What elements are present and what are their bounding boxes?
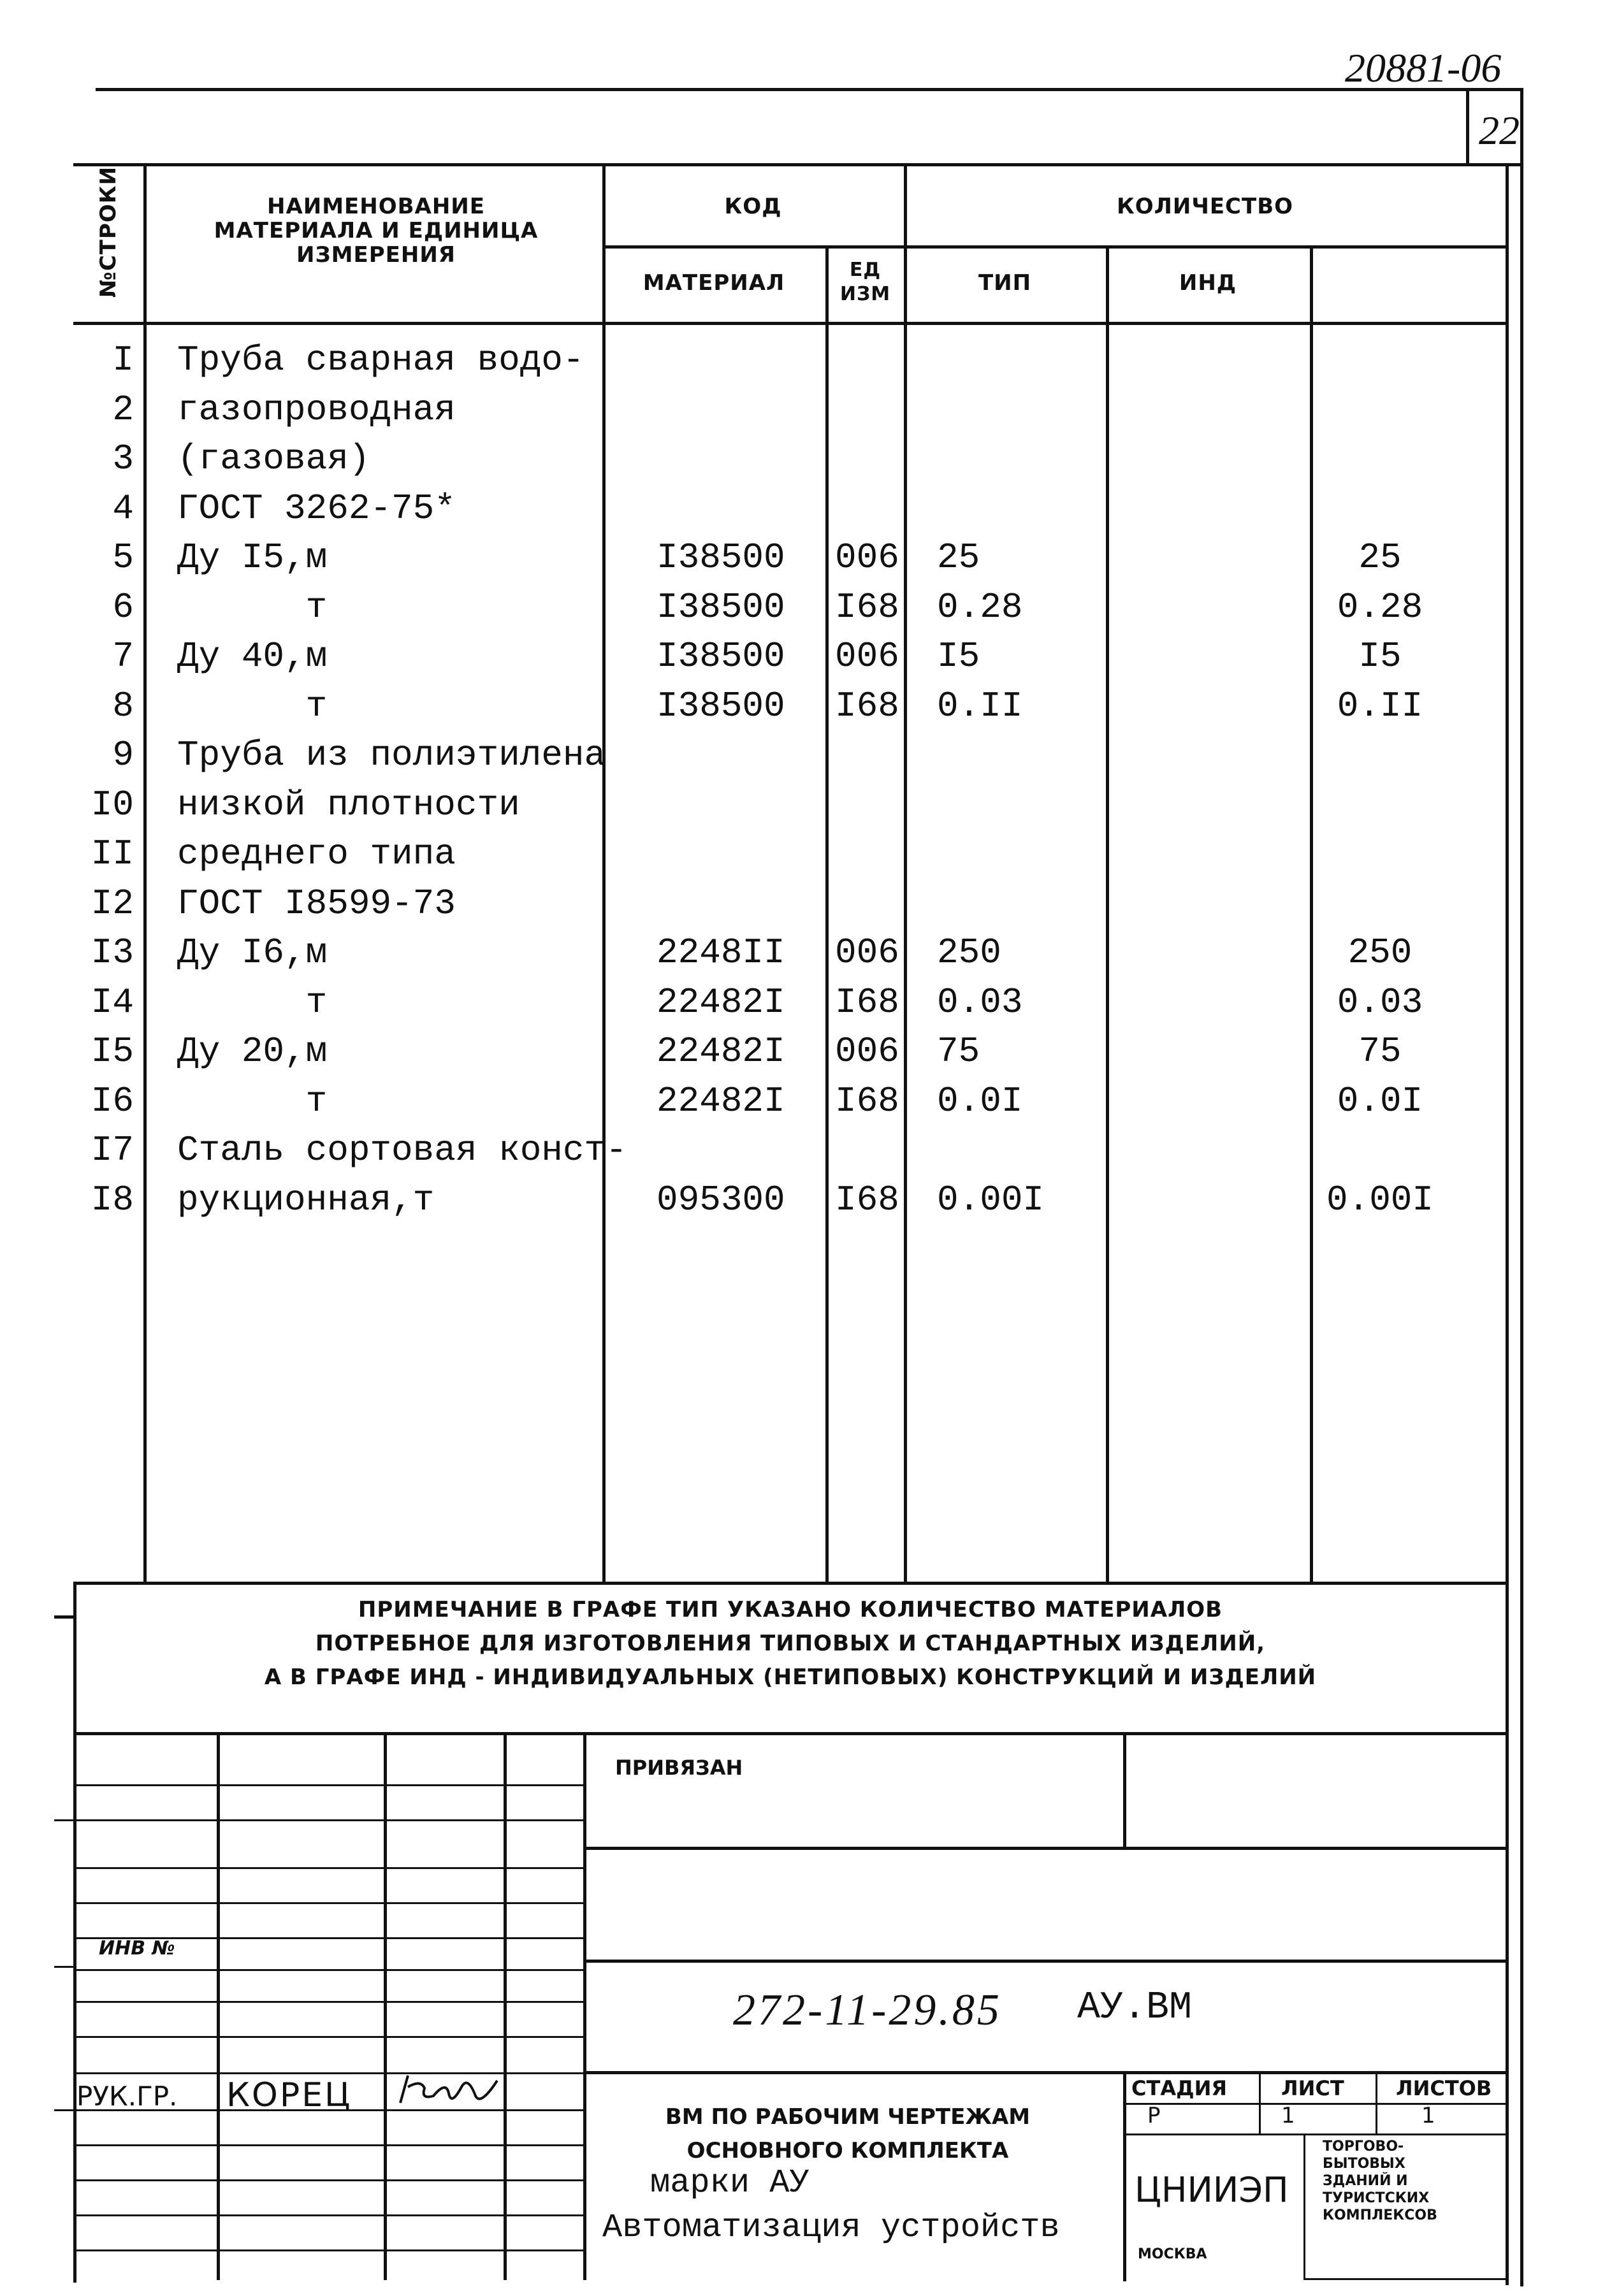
note-left-tick xyxy=(54,1615,73,1619)
row-qty-tip: 0.28 xyxy=(937,586,1023,628)
row-unit-code: 006 xyxy=(835,1031,899,1072)
table-row xyxy=(0,387,1619,435)
row-name: ГОСТ I8599-73 xyxy=(177,883,456,924)
row-qty-total: 0.II xyxy=(1337,685,1423,726)
stage-value: Р xyxy=(1147,2103,1161,2128)
row-number: 3 xyxy=(112,438,134,479)
table-row xyxy=(0,337,1619,386)
stamp-row-14 xyxy=(73,2249,583,2251)
row-qty-total: 0.0I xyxy=(1337,1080,1423,1122)
note-line-3: А В ГРАФЕ ИНД - ИНДИВИДУАЛЬНЫХ (НЕТИПОВЫХ) КОНСТРУКЦИЙ И ИЗДЕЛИЙ xyxy=(264,1664,1317,1690)
row-number: 8 xyxy=(112,685,134,726)
stamp-col-1 xyxy=(217,1732,220,2280)
row-qty-tip: 75 xyxy=(937,1031,980,1072)
row-qty-tip: I5 xyxy=(937,636,980,677)
row-name: Ду I6,м xyxy=(177,932,328,973)
row-material-code: 22482I xyxy=(657,1031,785,1072)
stamp-row-12 xyxy=(73,2179,583,2181)
row-material-code: 22482I xyxy=(657,981,785,1023)
row-unit-code: I68 xyxy=(835,1179,899,1220)
stamp-row-6 xyxy=(73,1969,583,1971)
row-number: 7 xyxy=(112,636,134,677)
org-city: МОСКВА xyxy=(1138,2246,1207,2262)
org-description: ТОРГОВО-БЫТОВЫХ ЗДАНИЙ И ТУРИСТСКИХ КОМПЛЕКСОВ xyxy=(1323,2139,1437,2223)
header-unit: ЕД ИЗМ xyxy=(839,259,891,305)
row-number: I5 xyxy=(91,1031,134,1072)
row-qty-total: 25 xyxy=(1358,537,1402,578)
org-bottom xyxy=(1303,2278,1507,2280)
row-material-code: I38500 xyxy=(657,636,785,677)
stamp-row-11 xyxy=(73,2144,583,2146)
document-code: 272-11-29.85 xyxy=(733,1986,1002,2035)
table-row xyxy=(0,1177,1619,1225)
stamp-row-1 xyxy=(73,1784,583,1786)
row-name: т xyxy=(177,1080,328,1122)
ruk-name: КОРЕЦ xyxy=(226,2076,352,2114)
row-name: т xyxy=(177,981,328,1023)
title-line-3: марки АУ xyxy=(650,2164,810,2202)
row-number: 9 xyxy=(112,735,134,776)
stamp-row-8 xyxy=(73,2036,583,2038)
row-name: Ду 40,м xyxy=(177,636,328,677)
document-number: 20881-06 xyxy=(1345,45,1502,90)
row-name: Сталь сортовая конст- xyxy=(177,1130,627,1171)
row-number: I3 xyxy=(91,932,134,973)
row-number: II xyxy=(91,834,134,874)
document-mark: АУ.ВМ xyxy=(1077,1986,1193,2030)
table-top xyxy=(73,163,1507,166)
table-row xyxy=(0,1127,1619,1176)
header-bottom xyxy=(73,322,1507,325)
header-ind: ИНД xyxy=(1179,270,1237,296)
row-number: I6 xyxy=(91,1080,134,1122)
row-number: 5 xyxy=(112,537,134,578)
header-tip: ТИП xyxy=(978,270,1032,296)
note-bottom xyxy=(73,1732,1507,1735)
table-row xyxy=(0,732,1619,781)
sheet-label: ЛИСТ xyxy=(1281,2076,1344,2100)
stamp-row-13 xyxy=(73,2214,583,2216)
row-name: среднего типа xyxy=(177,834,456,874)
note-line-1: ПРИМЕЧАНИЕ В ГРАФЕ ТИП УКАЗАНО КОЛИЧЕСТВО МАТЕРИАЛОВ xyxy=(358,1597,1223,1622)
row-qty-total: 75 xyxy=(1358,1031,1402,1072)
stamp-tick-2 xyxy=(54,1966,73,1968)
row-qty-tip: 0.0I xyxy=(937,1080,1023,1122)
privyazan-divider xyxy=(1123,1732,1126,1847)
table-row xyxy=(0,831,1619,879)
inv-no-label: ИНВ № xyxy=(99,1937,175,1960)
stamp-row-4 xyxy=(73,1902,583,1904)
stamp-row-9 xyxy=(73,2072,583,2074)
header-name: НАИМЕНОВАНИЕ МАТЕРИАЛА И ЕДИНИЦА ИЗМЕРЕНИЯ xyxy=(214,194,539,268)
stamp-line-b xyxy=(583,1960,1507,1963)
row-material-code: 2248II xyxy=(657,932,785,973)
stamp-row-3 xyxy=(73,1867,583,1869)
table-row xyxy=(0,584,1619,633)
stamp-col-2 xyxy=(384,1732,387,2280)
row-qty-tip: 0.03 xyxy=(937,981,1023,1023)
row-name: т xyxy=(177,685,328,726)
table-row xyxy=(0,486,1619,534)
row-name: т xyxy=(177,586,328,628)
stamp-row-7 xyxy=(73,2001,583,2003)
row-unit-code: I68 xyxy=(835,981,899,1023)
sheets-value: 1 xyxy=(1421,2103,1435,2128)
sheets-label: ЛИСТОВ xyxy=(1396,2076,1492,2100)
row-unit-code: 006 xyxy=(835,636,899,677)
row-number: I7 xyxy=(91,1130,134,1171)
stage-line-2 xyxy=(1123,2134,1506,2135)
header-row-no: №СТРОКИ xyxy=(96,166,121,298)
row-material-code: I38500 xyxy=(657,586,785,628)
sheet-value: 1 xyxy=(1281,2103,1295,2128)
table-row xyxy=(0,1078,1619,1127)
row-unit-code: 006 xyxy=(835,932,899,973)
row-number: I0 xyxy=(91,784,134,825)
row-number: I xyxy=(112,340,134,380)
row-unit-code: 006 xyxy=(835,537,899,578)
top-rule xyxy=(96,88,1523,91)
row-name: (газовая) xyxy=(177,438,370,479)
row-qty-total: I5 xyxy=(1358,636,1402,677)
stamp-tick-1 xyxy=(54,1819,73,1821)
title-line-4: Автоматизация устройств xyxy=(602,2209,1060,2246)
row-name: Труба сварная водо- xyxy=(177,340,584,380)
stage-label: СТАДИЯ xyxy=(1131,2076,1227,2100)
row-name: Труба из полиэтилена xyxy=(177,735,606,776)
row-qty-total: 0.00I xyxy=(1326,1179,1434,1220)
header-quantity: КОЛИЧЕСТВО xyxy=(1116,194,1294,219)
table-row xyxy=(0,881,1619,929)
table-row xyxy=(0,683,1619,732)
privyazan-label: ПРИВЯЗАН xyxy=(615,1756,743,1780)
stamp-line-c xyxy=(583,2071,1507,2074)
row-qty-total: 0.03 xyxy=(1337,981,1423,1023)
stamp-tick-3 xyxy=(54,2109,73,2111)
header-material: МАТЕРИАЛ xyxy=(643,270,785,296)
row-unit-code: I68 xyxy=(835,586,899,628)
row-name: газопроводная xyxy=(177,389,456,430)
row-material-code: I38500 xyxy=(657,685,785,726)
row-name: Ду 20,м xyxy=(177,1031,328,1072)
page-number: 22 xyxy=(1479,108,1520,153)
table-row xyxy=(0,535,1619,583)
row-number: I8 xyxy=(91,1179,134,1220)
row-number: 2 xyxy=(112,389,134,430)
header-midline xyxy=(602,245,1507,249)
table-bottom xyxy=(73,1582,1507,1585)
table-row xyxy=(0,782,1619,830)
row-material-code: 22482I xyxy=(657,1080,785,1122)
row-number: 6 xyxy=(112,586,134,628)
row-unit-code: I68 xyxy=(835,685,899,726)
stamp-col-3 xyxy=(504,1732,507,2280)
org-divider xyxy=(1303,2134,1305,2280)
row-name: ГОСТ 3262-75* xyxy=(177,487,456,529)
title-line-1: ВМ ПО РАБОЧИМ ЧЕРТЕЖАМ xyxy=(665,2104,1031,2130)
row-number: 4 xyxy=(112,487,134,529)
table-row xyxy=(0,930,1619,978)
title-line-2: ОСНОВНОГО КОМПЛЕКТА xyxy=(686,2138,1009,2163)
row-material-code: I38500 xyxy=(657,537,785,578)
stamp-col-4 xyxy=(583,1732,586,2280)
header-code: КОД xyxy=(724,194,782,219)
row-name: низкой плотности xyxy=(177,784,520,825)
stamp-line-a xyxy=(583,1847,1507,1850)
row-unit-code: I68 xyxy=(835,1080,899,1122)
row-qty-tip: 0.II xyxy=(937,685,1023,726)
row-name: рукционная,т xyxy=(177,1179,435,1220)
row-qty-total: 0.28 xyxy=(1337,586,1423,628)
table-row xyxy=(0,1029,1619,1077)
org-name: ЦНИИЭП xyxy=(1135,2170,1289,2210)
table-row xyxy=(0,979,1619,1028)
note-line-2: ПОТРЕБНОЕ ДЛЯ ИЗГОТОВЛЕНИЯ ТИПОВЫХ И СТАНДАРТНЫХ ИЗДЕЛИЙ, xyxy=(315,1631,1266,1656)
row-qty-tip: 0.00I xyxy=(937,1179,1045,1220)
signature-icon xyxy=(395,2068,504,2112)
stage-line-1 xyxy=(1123,2103,1506,2105)
row-number: I4 xyxy=(91,981,134,1023)
stamp-row-2 xyxy=(73,1819,583,1821)
row-material-code: 095300 xyxy=(657,1179,785,1220)
row-number: I2 xyxy=(91,883,134,924)
table-row xyxy=(0,633,1619,682)
table-row xyxy=(0,436,1619,484)
row-qty-tip: 25 xyxy=(937,537,980,578)
row-qty-tip: 250 xyxy=(937,932,1001,973)
row-qty-total: 250 xyxy=(1347,932,1412,973)
row-name: Ду I5,м xyxy=(177,537,328,578)
page-box-left xyxy=(1466,88,1469,166)
ruk-label: РУК.ГР. xyxy=(76,2081,178,2112)
